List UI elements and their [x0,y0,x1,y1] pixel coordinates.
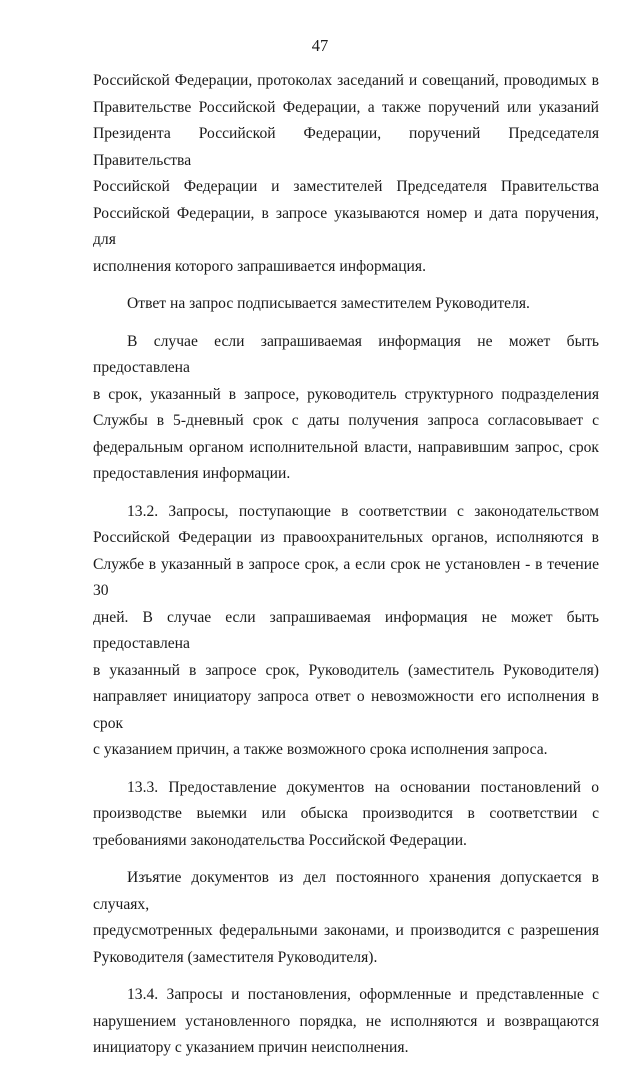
text-line: нарушением установленного порядка, не исполняются и возвращаются [93,1012,599,1030]
text-line: Правительстве Российской Федерации, а также поручений или указаний [93,98,599,116]
text-line: требованиями законодательства Российской Федерации. [93,831,467,849]
text-line: направляет инициатору запроса ответ о невозможности его исполнения в срок [93,688,599,732]
text-line: Руководителя (заместителя Руководителя). [93,948,378,966]
text-line: в указанный в запросе срок, Руководитель (заместитель Руководителя) [93,661,599,679]
text-line: исполнения которого запрашивается информация. [93,257,426,275]
paragraph [93,499,599,764]
text-line: Ответ на запрос подписывается заместителем Руководителя. [127,295,530,312]
text-line: 13.2. Запросы, поступающие в соответствии с законодательством [127,502,599,520]
text-line: федеральным органом исполнительной власти, направившим запрос, срок [93,438,599,456]
text-line: 13.4. Запросы и постановления, оформленные и представленные с [127,986,599,1003]
text-line: в срок, указанный в запросе, руководитель структурного подразделения [93,385,599,403]
page-number: 47 [311,36,329,55]
paragraph [93,865,599,971]
text-line: с указанием причин, а также возможного срока исполнения запроса. [93,741,548,758]
document-body [93,68,599,1073]
text-line: Российской Федерации, протоколах заседаний и совещаний, проводимых в [93,72,599,89]
text-line: производстве выемки или обыска производится в соответствии с [93,805,599,822]
text-line: предоставления информации. [93,465,291,482]
paragraph [93,982,599,1062]
text-line: Президента Российской Федерации, поручений Председателя Правительства [93,125,599,169]
text-line: Российской Федерации из правоохранительных органов, исполняются в [93,529,599,546]
text-line: инициатору с указанием причин неисполнения. [93,1039,409,1056]
paragraph [93,68,599,280]
text-line: 13.3. Предоставление документов на основании постановлений о [127,778,599,796]
paragraph [93,775,599,855]
text-line: Службы в 5-дневный срок с даты получения запроса согласовывает с [93,412,599,429]
text-line: В случае если запрашиваемая информация не может быть предоставлена [93,332,599,376]
text-line: Службе в указанный в запросе срок, а если срок не установлен - в течение 30 [93,555,599,599]
paragraph [93,329,599,488]
text-line: предусмотренных федеральными законами, и производится с разрешения [93,922,599,939]
text-line: Российской Федерации, в запросе указываются номер и дата поручения, для [93,204,599,248]
text-line: дней. В случае если запрашиваемая информация не может быть предоставлена [93,608,599,652]
paragraph [93,291,599,318]
text-line: Изъятие документов из дел постоянного хранения допускается в случаях, [93,869,599,913]
text-line: Российской Федерации и заместителей Председателя Правительства [93,178,599,195]
